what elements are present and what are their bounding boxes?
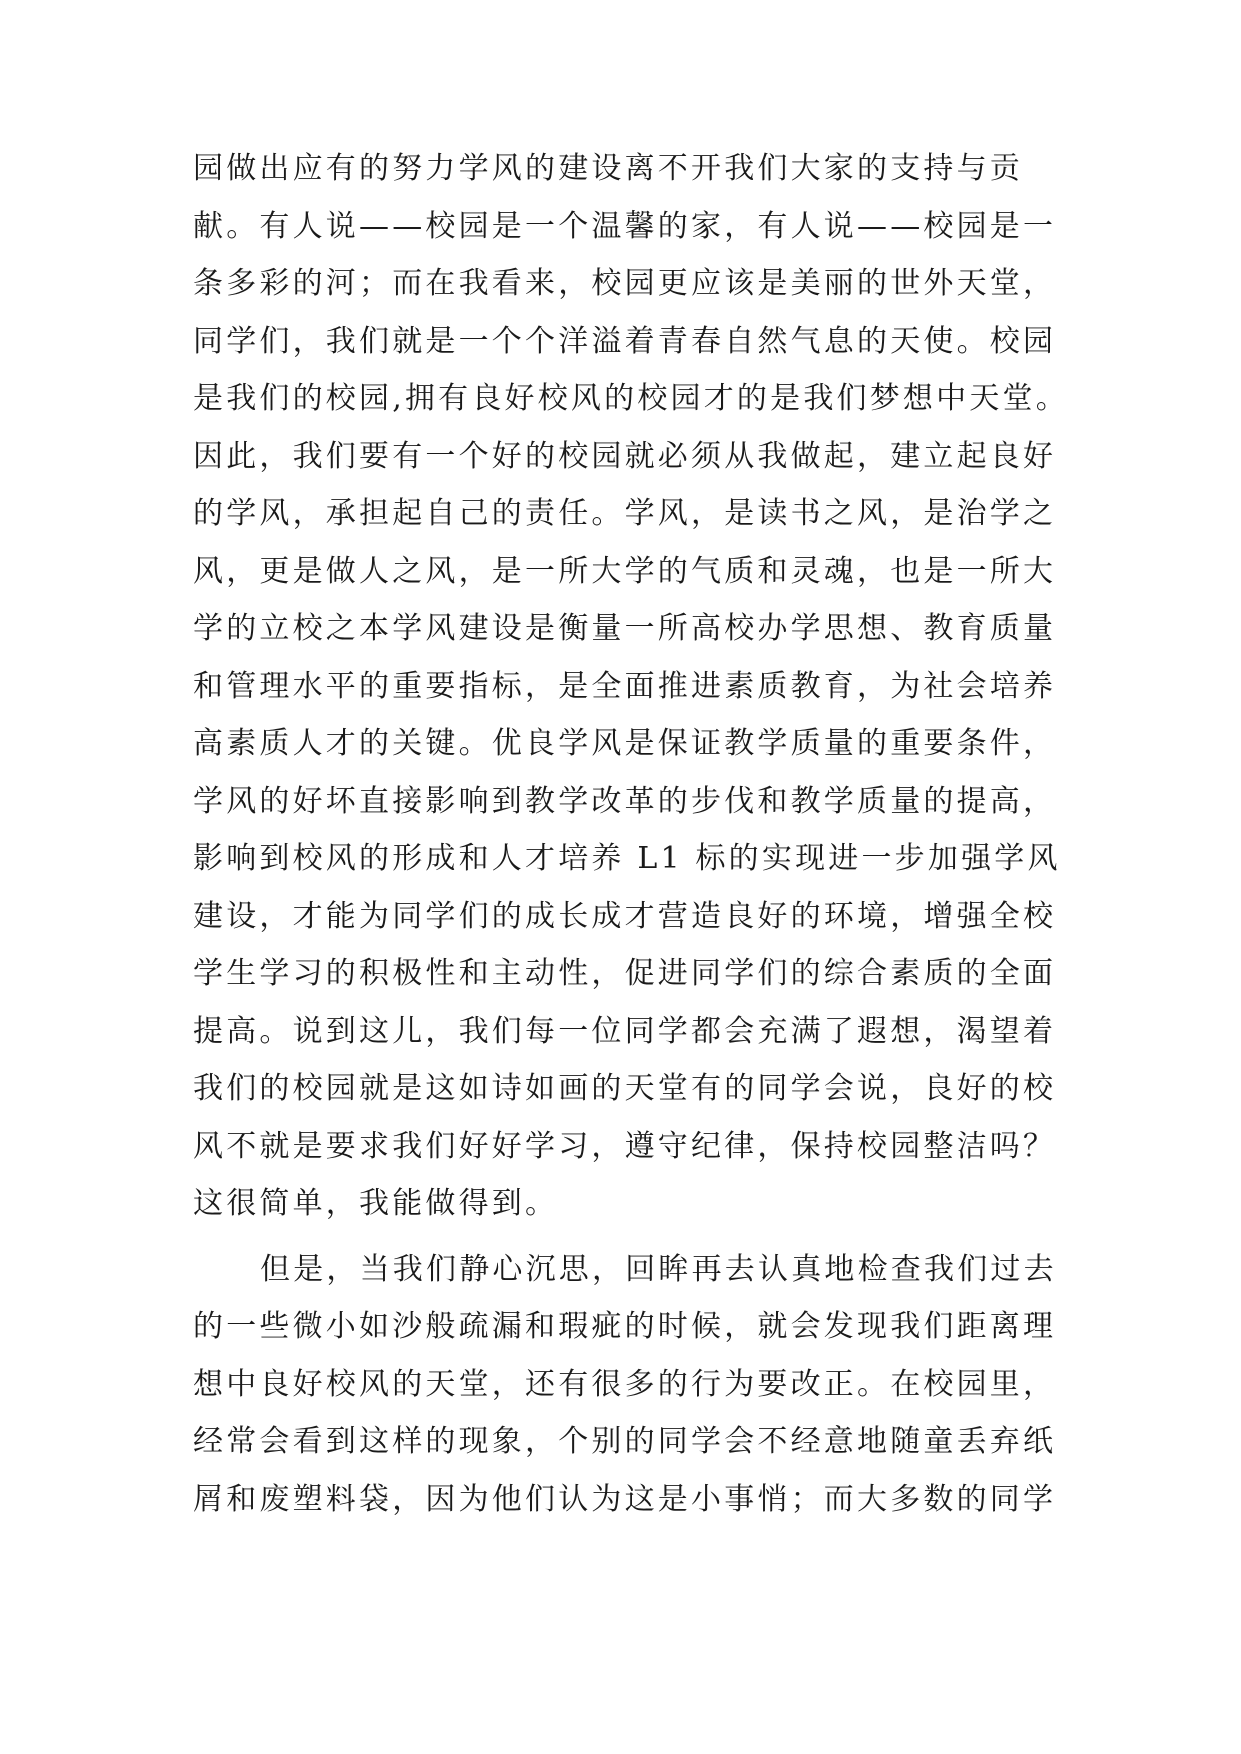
text-line: 献。有人说——校园是一个温馨的家，有人说——校园是一: [193, 208, 1057, 244]
text-line: 建设，才能为同学们的成长成才营造良好的环境，增强全校: [193, 898, 1057, 934]
paragraph-gap: [193, 1233, 1073, 1241]
text-line: 经常会看到这样的现象，个别的同学会不经意地随童丢弃纸: [193, 1424, 1057, 1459]
paragraph-2: [193, 1241, 1073, 1529]
text-line: 学的立校之本学风建设是衡量一所高校办学思想、教育质量: [193, 611, 1057, 646]
text-line: 的学风，承担起自己的责任。学风，是读书之风，是治学之: [193, 496, 1057, 531]
text-line: 提高。说到这儿，我们每一位同学都会充满了遐想，渴望着: [193, 1013, 1057, 1049]
text-line: 和管理水平的重要指标，是全面推进素质教育，为社会培养: [193, 668, 1057, 704]
body-text: [193, 140, 1073, 1528]
text-line: 园做出应有的努力学风的建设离不开我们大家的支持与贡: [193, 151, 1023, 186]
text-line: 学生学习的积极性和主动性，促进同学们的综合素质的全面: [193, 956, 1057, 991]
text-line: 是我们的校园,拥有良好校风的校园才的是我们梦想中天堂。: [193, 381, 1069, 416]
text-line: 高素质人才的关键。优良学风是保证教学质量的重要条件，: [193, 726, 1057, 761]
text-line: 我们的校园就是这如诗如画的天堂有的同学会说，良好的校: [193, 1071, 1057, 1106]
text-line: 屑和废塑料袋，因为他们认为这是小事悄；而大多数的同学: [193, 1481, 1057, 1517]
text-line: 但是，当我们静心沉思，回眸再去认真地检查我们过去: [260, 1251, 1057, 1287]
text-line: 条多彩的河；而在我看来，校园更应该是美丽的世外天堂，: [193, 266, 1057, 301]
text-line: 的一些微小如沙般疏漏和瑕疵的时候，就会发现我们距离理: [193, 1309, 1057, 1344]
text-line: 影响到校风的形成和人才培养 L1 标的实现进一步加强学风: [193, 841, 1061, 876]
text-line: 风不就是要求我们好好学习，遵守纪律，保持校园整洁吗？: [193, 1128, 1057, 1164]
paragraph-1: [193, 140, 1073, 1233]
text-line: 风，更是做人之风，是一所大学的气质和灵魂，也是一所大: [193, 553, 1057, 589]
text-line: 学风的好坏直接影响到教学改革的步伐和教学质量的提高，: [193, 783, 1057, 819]
text-line: 想中良好校风的天堂，还有很多的行为要改正。在校园里，: [193, 1366, 1057, 1402]
text-line: 这很简单，我能做得到。: [193, 1186, 559, 1221]
text-line: 因此，我们要有一个好的校园就必须从我做起，建立起良好: [193, 438, 1057, 474]
text-line: 同学们，我们就是一个个洋溢着青春自然气息的天使。校园: [193, 323, 1057, 359]
